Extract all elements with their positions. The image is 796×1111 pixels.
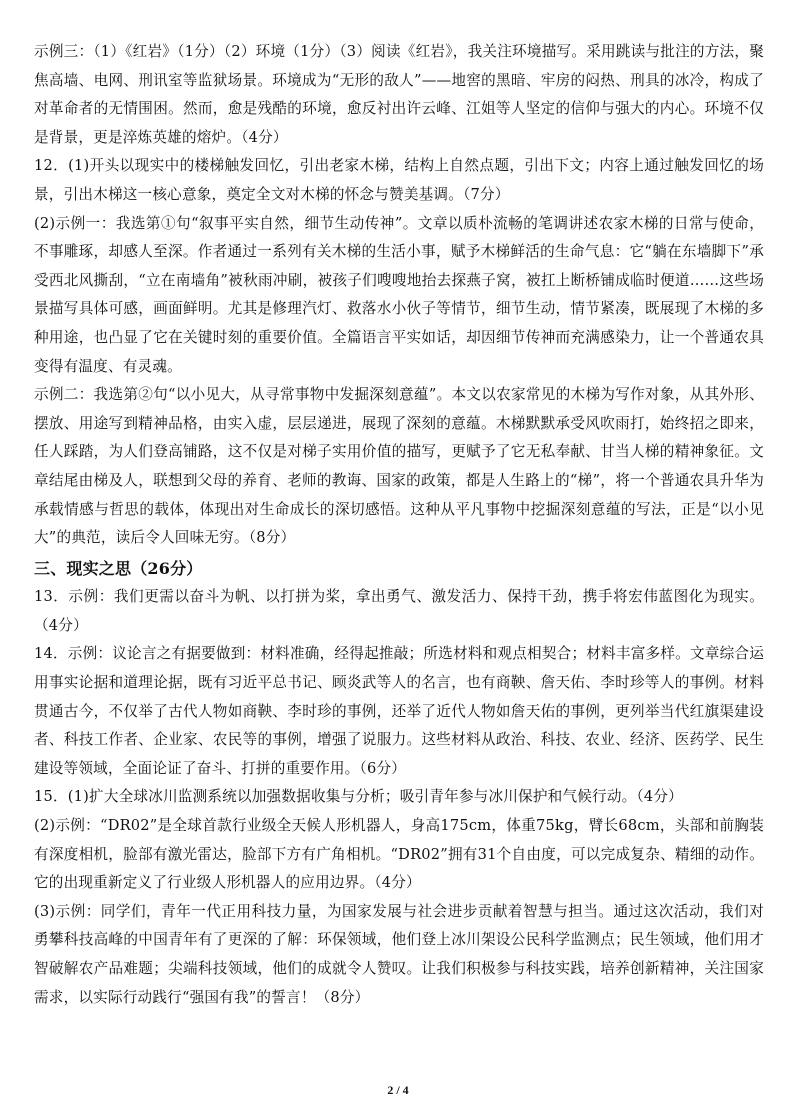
answer-12-part-2-example-2: 示例二：我选第②句“以小见大，从寻常事物中发掘深刻意蕴”。本文以农家常见的木梯为写作对象，从其外形、摆放、用途写到精神品格，由实入虚，层层递进，展现了深刻的意蕴。木梯默默承受风吹雨打，始终招之即来，任人踩踏，为人们登高铺路，这不仅是对梯子实用价值的描写，更赋予了它无私奉献、甘当人梯的精神象征。文章结尾由梯及人，联想到父母的养育、老师的教诲、国家的政策，都是人生路上的“梯”，将一个普通农具升华为承载情感与哲思的载体，体现出对生命成长的深切感悟。这种从平凡事物中挖掘深刻意蕴的写法，正是“以小见大”的典范，读后令人回味无穷。（8分） bbox=[34, 386, 764, 547]
answer-15-part-3: (3)示例：同学们，青年一代正用科技力量，为国家发展与社会进步贡献着智慧与担当。通过这次活动，我们对勇攀科技高峰的中国青年有了更深的了解：环保领域，他们登上冰川架设公民科学监测点；民生领域，他们用才智破解农产品难题；尖端科技领域，他们的成就令人赞叹。让我们积极参与科技实践，培养创新精神，关注国家需求，以实际行动践行“强国有我”的誓言！（8分） bbox=[34, 902, 764, 1006]
answer-example-three: 示例三：（1）《红岩》（1分）（2）环境（1分）（3）阅读《红岩》，我关注环境描写。采用跳读与批注的方法，聚焦高墙、电网、刑讯室等监狱场景。环境成为“无形的敌人”——地窖的黑暗、牢房的闷热、刑具的冰冷，构成了对革命者的无情围困。然而，愈是残酷的环境，愈反衬出许云峰、江姐等人坚定的信仰与强大的内心。环境不仅是背景，更是淬炼英雄的熔炉。（4分） bbox=[34, 43, 764, 146]
page-number: 2 / 4 bbox=[387, 1083, 409, 1097]
answer-15-part-2: (2)示例：“DR02”是全球首款行业级全天候人形机器人，身高175cm，体重75kg，臂长68cm，头部和前胸装有深度相机，脸部有激光雷达，脸部下方有广角相机。“DR02”拥有31个自由度，可以完成复杂、精细的动作。它的出现重新定义了行业级人形机器人的应用边界。（4分） bbox=[34, 817, 764, 892]
answer-12-part-2-example-1: (2)示例一：我选第①句“叙事平实自然，细节生动传神”。文章以质朴流畅的笔调讲述农家木梯的日常与使命，不事雕琢，却感人至深。作者通过一系列有关木梯的生活小事，赋予木梯鲜活的生命气息：它“躺在东墙脚下”承受西北风撕刮，“立在南墙角”被秋雨冲刷，被孩子们嗖嗖地抬去探燕子窝，被扛上断桥铺成临时便道……这些场景描写具体可感，画面鲜明。尤其是修理汽灯、救落水小伙子等情节，细节生动，情节紧凑，既展现了木梯的多种用途，也凸显了它在关键时刻的重要价值。全篇语言平实如话，却因细节传神而充满感染力，让一个普通农具变得有温度、有灵魂。 bbox=[34, 214, 764, 375]
answer-content bbox=[34, 38, 764, 1012]
section-title: 三、现实之思（26分） bbox=[34, 558, 203, 578]
answer-15-part-1: 15．(1)扩大全球冰川监测系统以加强数据收集与分析；吸引青年参与冰川保护和气候行动。（4分） bbox=[34, 788, 683, 806]
answer-13: 13．示例：我们更需以奋斗为帆、以打拼为桨，拿出勇气、激发活力、保持干劲，携手将宏伟蓝图化为现实。（4分） bbox=[34, 588, 764, 634]
answer-14: 14．示例：议论言之有据要做到：材料准确，经得起推敲；所选材料和观点相契合；材料丰富多样。文章综合运用事实论据和道理论据，既有习近平总书记、顾炎武等人的名言，也有商鞅、詹天佑、李时珍等人的事例。材料贯通古今，不仅举了古代人物如商鞅、李时珍的事例，还举了近代人物如詹天佑的事例，更列举当代红旗渠建设者、科技工作者、企业家、农民等的事例，增强了说服力。这些材料从政治、科技、农业、经济、医药学、民生建设等领域，全面论证了奋斗、打拼的重要作用。（6分） bbox=[34, 645, 764, 777]
answer-12-part-1: 12．(1)开头以现实中的楼梯触发回忆，引出老家木梯，结构上自然点题，引出下文；内容上通过触发回忆的场景，引出木梯这一核心意象，奠定全文对木梯的怀念与赞美基调。（7分） bbox=[34, 157, 764, 203]
